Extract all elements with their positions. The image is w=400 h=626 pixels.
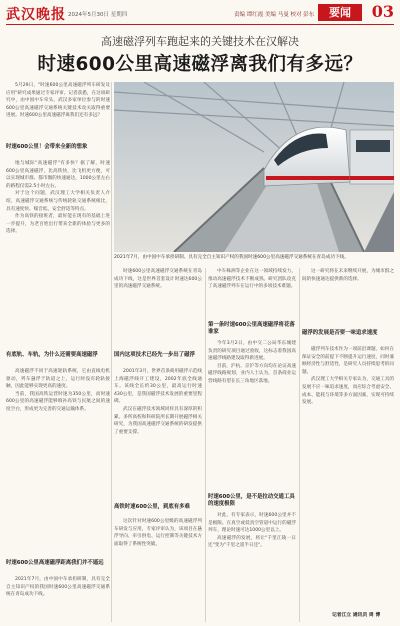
byline: 记者江立 通讯员 周 博 (332, 613, 381, 618)
maglev-train-photo (114, 82, 394, 252)
masthead-divider (6, 24, 394, 25)
article-text: 2021年7月，由中国中车承担研制，具有完全自主知识产权的我国时速600公里高速磁浮交通系统在青岛成功下线。 (6, 577, 110, 598)
issue-date: 2024年5月30日 星期四 (68, 12, 128, 18)
article-text: 2001年3月，世界首条商用磁浮示范线上海磁浮线开工建设，2002年底全线通车。该线全长约30公里，最高运行时速430公里，是我国磁浮技术发展的重要里程碑。 武汉在磁浮技术领域同样具有深厚的积累。多所高校和科研院所长期开展磁浮相关研究，为我国高速磁浮交通系统的研发提供了重要支撑。 (114, 369, 202, 435)
section-heading: 有底轨、车轨，为什么还需要高速磁浮 (6, 352, 98, 358)
section-heading: 第一条时速600公里高速磁浮将花落谁家 (208, 322, 295, 335)
section-heading: 时速600公里！会带来全新的想象 (6, 144, 88, 150)
section-heading: 国内这项技术已经先一步出了磁浮 (114, 352, 195, 358)
section-heading: 高铁时速600公里，到底有多难 (114, 504, 190, 510)
editor-credits: 责编 谭红霞 美编 马曼 校对 彭东 (234, 12, 315, 18)
column-rule (205, 268, 206, 622)
article-text: 这次针对时速600公里级的高速磁浮列车研发与应用，专家评审认为，该项目在悬浮导向、牵引供电、运行控制等关键技术方面取得了系统性突破。 (114, 519, 202, 547)
photo-caption: 2021年7月，由中国中车承担研制、具有完全自主知识产权的我国时速600公里高速磁浮交通系统在青岛成功下线。 (114, 255, 349, 260)
article-text: 这一研究将在未来继续开展，为城市群之间的快速通达提供新的选择。 (302, 269, 394, 282)
page-headline: 时速600公里高速磁浮离我们有多远？ (37, 54, 363, 75)
section-heading: 磁浮的发展是否要一味追求速度 (302, 330, 378, 336)
article-text: 磁浮列车技术作为一项前沿课题，如何在保证安全的前提下不断提升运行速度，同时兼顾经济性与舒适性，是研究人员持续思考的问题。 武汉理工大学相关专家认为，交通工具的发展不应一味追求速度，而应综合考虑安全、成本、能耗与环境等多方面因素，实现可持续发展。 (302, 347, 394, 406)
column-rule (299, 268, 300, 622)
article-text: 对此，有专家表示，时速600公里并不是极限。在真空或低真空管道中运行的磁浮列车，理论时速可达1000公里以上。 高速磁浮的发展，将让"千里江陵一日还"变为"千里之遥半日还"。 (208, 513, 296, 549)
newspaper-logo: 武汉晚报 (6, 7, 66, 23)
article-text: 时速600公里高速磁浮交通系统在青岛成功下线，这是世界首套设计时速达600公里的高速磁浮交通系统。 (114, 269, 202, 290)
maglev-train-illustration (114, 82, 394, 252)
kicker-subtitle: 高速磁浮列车跑起来的关键技术在汉解决 (101, 35, 299, 48)
page-number: 03 (371, 2, 394, 21)
section-heading: 时速600公里，是不是拉动交通工具的速度极限 (208, 494, 295, 507)
column-rule (111, 82, 112, 622)
masthead (6, 4, 394, 24)
article-text: 中车株洲等企业在这一领域持续发力，推动高速磁浮技术不断成熟。研究团队攻克了高速磁浮列车在运行中的多项技术难题。 (208, 269, 296, 290)
article-text: 今年3月2日，由中交二公局华东城建负责的研究项目通过验收，这标志着我国高速磁浮线路建设取得新进展。 目前，沪杭、京沪等方向均在论证高速磁浮线路规划，业内人士认为，首条商业运营线路有望在长三角地区落地。 (208, 341, 296, 384)
article-text: 高速磁浮不同于高速轮轨系统，它由直线电机驱动，列车悬浮于轨道之上，运行时没有轮轨接触，因此能够实现更高的速度。 当前，我国高铁运营时速为350公里，而时速600公里的高速磁浮能够填补高铁与民航之间的速度空白，形成更为完善的交通运输体系。 (6, 369, 110, 412)
lead-paragraph: 5月29日，"时速600公里高速磁浮列车研发及应用"研究成果通过专家评审。记者获悉，在这项研究中，由中国中车牵头、武汉多家单位参与的时速600公里高速磁浮交通系统关键技术攻关取得重要进展。时速600公里高速磁浮离我们还有多远？ (6, 83, 110, 119)
article-text: 地与城际"高速磁浮"有多快？据了解，时速600公里高速磁浮，比高铁快，比飞机更方便，可以实现城市群、都市圈的快速通达，1000公里左右的路程仅需2.5小时左右。 对于这个问题，武汉理工大学相关负责人介绍，高速磁浮交通系统与传统轮轨交通系统相比，具有速度快、噪音低、安全舒适等特点。 作为高铁的接班者，最好能在现有的基础上进一步提升，为老百姓出行带来全新的体验与更多的选择。 (6, 161, 110, 235)
section-heading: 时速600公里高速磁浮距离我们并不遥远 (6, 560, 104, 566)
section-label: 要闻 (318, 4, 362, 21)
